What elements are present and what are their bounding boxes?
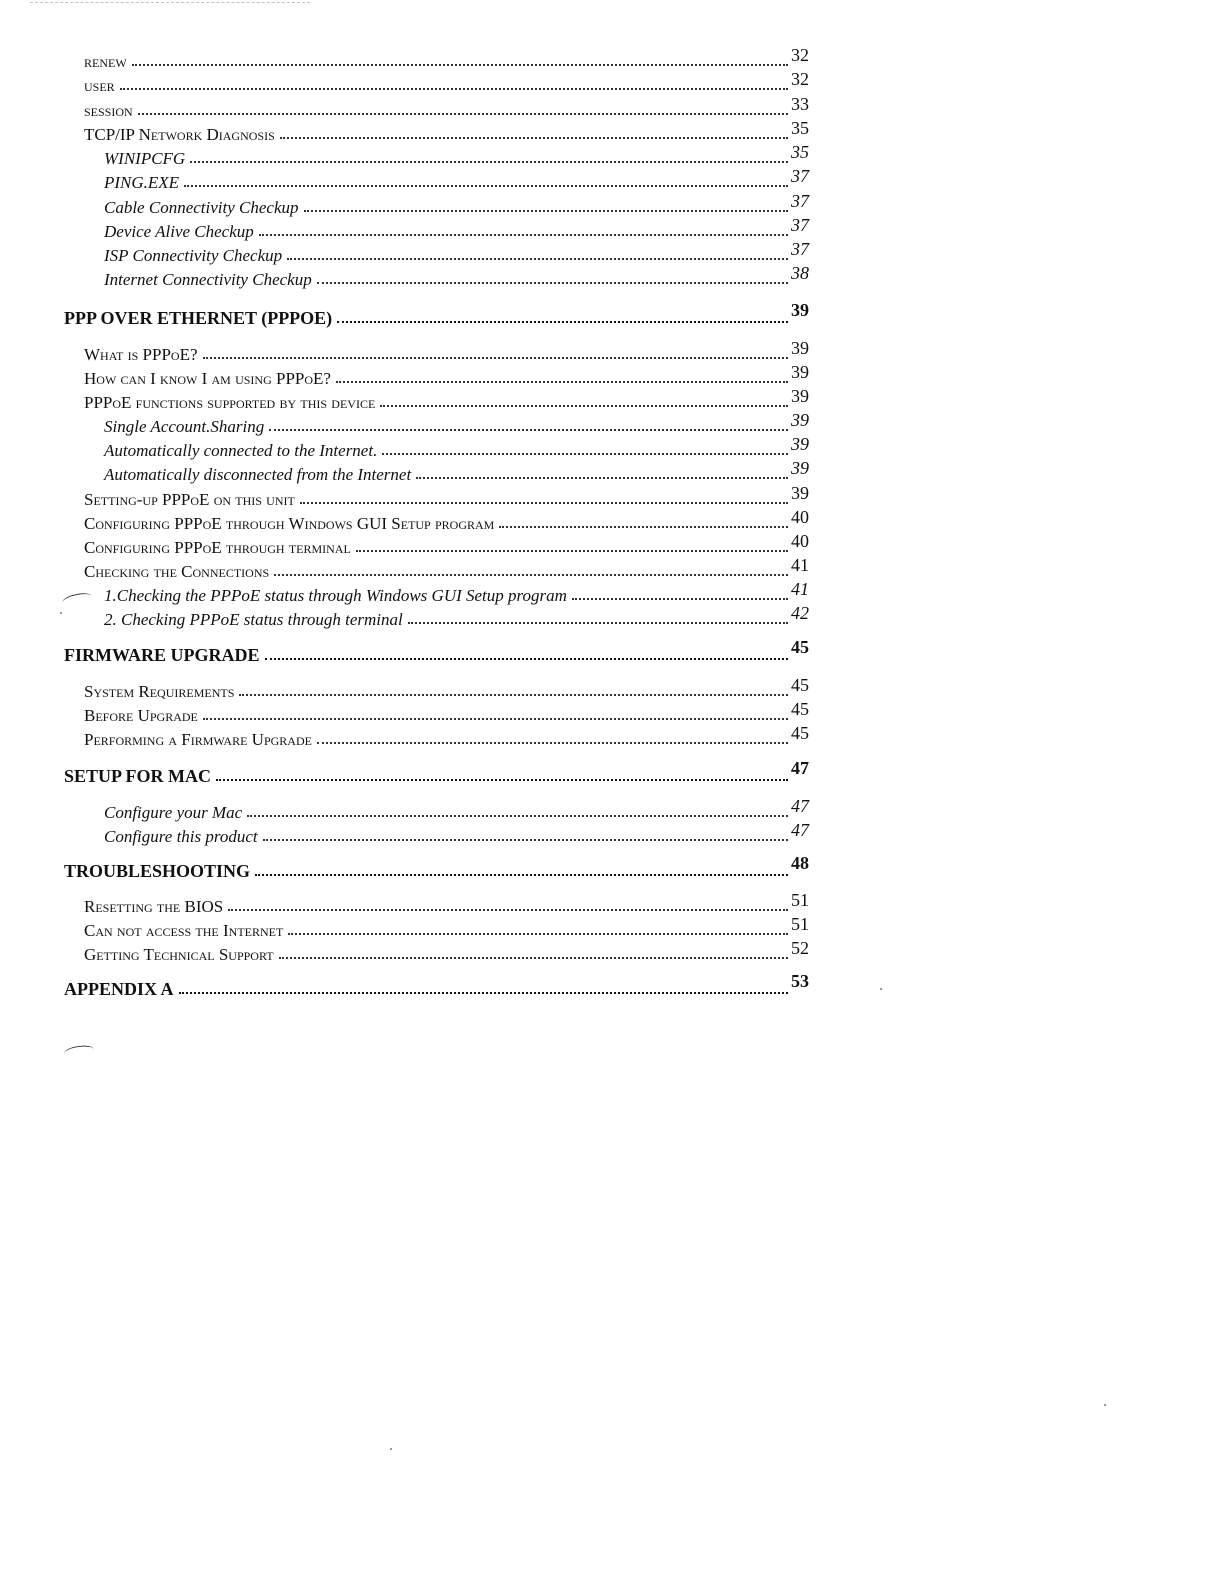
dot-leader <box>259 234 788 236</box>
toc-entry-internet-connectivity-checkup[interactable] <box>104 264 809 290</box>
toc-entry-label: Resetting the BIOS <box>84 897 224 916</box>
toc-entry-label: WINIPCFG <box>104 149 186 168</box>
dot-leader <box>280 137 788 139</box>
toc-entry-label: Configuring PPPoE through terminal <box>84 538 351 557</box>
toc-section-label: FIRMWARE UPGRADE <box>64 645 260 665</box>
dot-leader <box>184 185 788 187</box>
toc-entry-page: 39 <box>791 362 809 382</box>
dot-leader <box>269 429 788 431</box>
toc-entry-label: renew <box>84 52 127 71</box>
dot-leader <box>287 258 788 260</box>
toc-entry-before-upgrade[interactable] <box>84 700 809 726</box>
toc-section-label: SETUP FOR MAC <box>64 766 212 786</box>
dot-leader <box>265 658 789 660</box>
toc-entry-label: Cable Connectivity Checkup <box>104 198 299 217</box>
toc-entry-label: Configuring PPPoE through Windows GUI Setup program <box>84 514 495 533</box>
dot-leader <box>317 742 788 744</box>
dot-leader <box>203 718 788 720</box>
toc-entry-checking-pppoe-gui[interactable] <box>104 580 809 606</box>
toc-entry-system-requirements[interactable] <box>84 676 809 702</box>
toc-entry-page: 37 <box>791 239 809 259</box>
toc-entry-label: TCP/IP Network Diagnosis <box>84 125 275 144</box>
dot-leader <box>336 381 788 383</box>
toc-entry-label: 2. Checking PPPoE status through terminal <box>104 610 403 629</box>
toc-entry-checking-connections[interactable] <box>84 556 809 582</box>
toc-entry-how-can-i-know[interactable] <box>84 363 809 389</box>
toc-section-setup-for-mac[interactable] <box>64 758 809 787</box>
toc-entry-page: 39 <box>791 386 809 406</box>
dot-leader <box>247 815 788 817</box>
toc-entry-label: Configure your Mac <box>104 803 243 822</box>
dot-leader <box>382 453 788 455</box>
dot-leader <box>279 957 788 959</box>
dot-leader <box>416 477 788 479</box>
toc-entry-page: 37 <box>791 191 809 211</box>
toc-entry-page: 45 <box>791 699 809 719</box>
toc-entry-page: 35 <box>791 118 809 138</box>
toc-entry-label: 1.Checking the PPPoE status through Windows GUI Setup program <box>104 586 567 605</box>
toc-entry-label: ISP Connectivity Checkup <box>104 246 283 265</box>
toc-entry-label: Internet Connectivity Checkup <box>104 270 312 289</box>
toc-entry-ping-exe[interactable] <box>104 167 809 193</box>
scan-speck <box>1104 1404 1106 1406</box>
scan-speck <box>880 988 882 990</box>
toc-entry-page: 51 <box>791 914 809 934</box>
toc-entry-page: 35 <box>791 142 809 162</box>
toc-entry-page: 51 <box>791 890 809 910</box>
toc-section-firmware-upgrade[interactable] <box>64 637 809 666</box>
dot-leader <box>274 574 788 576</box>
scan-speck <box>60 612 62 614</box>
dot-leader <box>356 550 788 552</box>
toc-entry-auto-disconnected[interactable] <box>104 459 809 485</box>
dot-leader <box>499 526 788 528</box>
toc-entry-cannot-access-internet[interactable] <box>84 915 809 941</box>
toc-entry-page: 39 <box>791 410 809 430</box>
toc-entry-user[interactable] <box>84 70 809 96</box>
toc-entry-label: Automatically disconnected from the Internet <box>104 465 412 484</box>
toc-entry-page: 38 <box>791 263 809 283</box>
dot-leader <box>138 113 788 115</box>
toc-entry-auto-connected[interactable] <box>104 435 809 461</box>
dot-leader <box>132 64 788 66</box>
scan-speck <box>390 1448 392 1450</box>
dot-leader <box>120 88 788 90</box>
toc-entry-pppoe-functions[interactable] <box>84 387 809 413</box>
toc-entry-cable-connectivity-checkup[interactable] <box>104 192 809 218</box>
toc-entry-page: 32 <box>791 69 809 89</box>
toc-entry-page: 47 <box>791 820 809 840</box>
dot-leader <box>300 502 788 504</box>
toc-entry-page: 37 <box>791 215 809 235</box>
toc-entry-label: System Requirements <box>84 682 235 701</box>
toc-entry-setting-up-pppoe[interactable] <box>84 484 809 510</box>
toc-entry-page: 42 <box>791 603 809 623</box>
toc-entry-page: 40 <box>791 531 809 551</box>
dot-leader <box>228 909 788 911</box>
toc-entry-checking-pppoe-terminal[interactable] <box>104 604 809 630</box>
toc-entry-label: What is PPPoE? <box>84 345 198 364</box>
toc-entry-label: Performing a Firmware Upgrade <box>84 730 312 749</box>
dot-leader <box>380 405 788 407</box>
toc-entry-page: 37 <box>791 166 809 186</box>
toc-entry-label: user <box>84 76 115 95</box>
toc-entry-winipcfg[interactable] <box>104 143 809 169</box>
toc-entry-label: Getting Technical Support <box>84 945 274 964</box>
dot-leader <box>255 874 788 876</box>
toc-entry-tcpip-network-diagnosis[interactable] <box>84 119 809 145</box>
toc-entry-performing-firmware-upgrade[interactable] <box>84 724 809 750</box>
toc-section-pppoe[interactable] <box>64 300 809 329</box>
toc-entry-label: Configure this product <box>104 827 258 846</box>
toc-entry-configure-this-product[interactable] <box>104 821 809 847</box>
toc-entry-label: session <box>84 101 133 120</box>
dot-leader <box>572 598 788 600</box>
toc-entry-page: 45 <box>791 723 809 743</box>
toc-section-label: TROUBLESHOOTING <box>64 861 251 881</box>
toc-section-page: 45 <box>791 637 809 657</box>
toc-entry-technical-support[interactable] <box>84 939 809 965</box>
toc-entry-single-account-sharing[interactable] <box>104 411 809 437</box>
toc-entry-page: 45 <box>791 675 809 695</box>
toc-entry-configure-your-mac[interactable] <box>104 797 809 823</box>
toc-section-page: 53 <box>791 971 809 991</box>
toc-section-page: 39 <box>791 300 809 320</box>
toc-entry-page: 41 <box>791 555 809 575</box>
toc-entry-config-pppoe-terminal[interactable] <box>84 532 809 558</box>
dot-leader <box>317 282 788 284</box>
dot-leader <box>239 694 788 696</box>
dot-leader <box>216 779 788 781</box>
toc-entry-label: Before Upgrade <box>84 706 198 725</box>
toc-entry-page: 32 <box>791 45 809 65</box>
dot-leader <box>288 933 788 935</box>
toc-entry-isp-connectivity-checkup[interactable] <box>104 240 809 266</box>
toc-section-troubleshooting[interactable] <box>64 853 809 882</box>
toc-entry-label: How can I know I am using PPPoE? <box>84 369 331 388</box>
toc-entry-page: 39 <box>791 458 809 478</box>
toc-entry-label: Checking the Connections <box>84 562 270 581</box>
toc-entry-page: 33 <box>791 94 809 114</box>
toc-entry-page: 39 <box>791 338 809 358</box>
toc-entry-resetting-bios[interactable] <box>84 891 809 917</box>
toc-entry-label: Automatically connected to the Internet. <box>104 441 378 460</box>
toc-entry-page: 39 <box>791 434 809 454</box>
toc-entry-config-pppoe-gui[interactable] <box>84 508 809 534</box>
toc-entry-label: PING.EXE <box>104 173 180 192</box>
toc-section-label: PPP OVER ETHERNET (PPPOE) <box>64 308 333 328</box>
toc-entry-what-is-pppoe[interactable] <box>84 339 809 365</box>
toc-entry-label: Device Alive Checkup <box>104 222 254 241</box>
toc-entry-page: 47 <box>791 796 809 816</box>
toc-entry-session[interactable] <box>84 95 809 121</box>
dot-leader <box>179 992 788 994</box>
toc-section-page: 47 <box>791 758 809 778</box>
toc-entry-renew[interactable] <box>84 46 809 72</box>
toc-entry-page: 39 <box>791 483 809 503</box>
dot-leader <box>304 210 789 212</box>
toc-section-label: APPENDIX A <box>64 979 174 999</box>
toc-section-appendix-a[interactable] <box>64 971 809 1000</box>
dot-leader <box>408 622 788 624</box>
dot-leader <box>203 357 788 359</box>
toc-section-page: 48 <box>791 853 809 873</box>
dot-leader <box>263 839 788 841</box>
dot-leader <box>190 161 788 163</box>
toc-entry-label: Setting-up PPPoE on this unit <box>84 490 295 509</box>
toc-entry-page: 52 <box>791 938 809 958</box>
toc-entry-label: Can not access the Internet <box>84 921 284 940</box>
toc-entry-page: 41 <box>791 579 809 599</box>
toc-entry-label: PPPoE functions supported by this device <box>84 393 376 412</box>
dot-leader <box>337 321 788 323</box>
toc-entry-page: 40 <box>791 507 809 527</box>
toc-entry-label: Single Account.Sharing <box>104 417 265 436</box>
toc-entry-device-alive-checkup[interactable] <box>104 216 809 242</box>
